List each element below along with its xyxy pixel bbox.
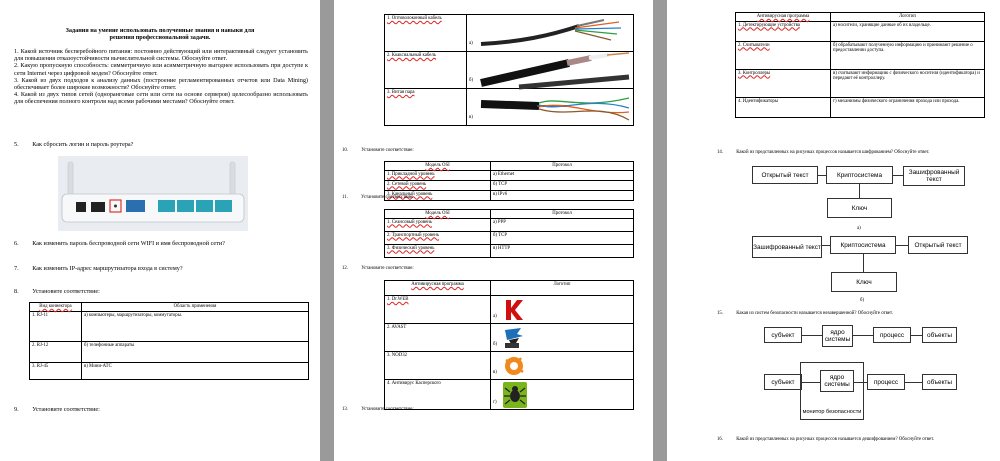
table-header-row <box>736 13 985 22</box>
question-number: 15. <box>717 311 723 316</box>
table-cell: 3. Контроллеры <box>736 69 831 97</box>
table-row <box>385 231 634 244</box>
osi-table-2 <box>384 209 634 258</box>
table-row <box>736 21 985 41</box>
table-row <box>385 244 634 257</box>
page-title <box>10 27 310 41</box>
question-number: 12. <box>342 266 348 271</box>
table-header-row <box>385 210 634 219</box>
question-3: 3. Какой из двух подходов к анализу данных (построение регламентированных отчетов или Data Mining) обеспечивает более широкие возможности? Обоснуйте ответ. <box>14 76 308 92</box>
option-label: в) <box>469 115 473 121</box>
question-text: Как изменить IP-адрес маршрутизатора входа в систему? <box>32 265 183 272</box>
table-cell: б) телефонные аппараты <box>82 341 309 362</box>
table-cell: 1. Оптоволоконный кабель <box>385 15 467 52</box>
table-header: Протокол <box>491 210 634 219</box>
question-number: 13. <box>342 407 348 412</box>
question-text: Как изменить пароль беспроводной сети WIFI и имя беспроводной сети? <box>32 240 225 247</box>
question-8 <box>14 288 100 295</box>
cable-table <box>384 14 634 126</box>
kernel-box: ядро системы <box>820 370 854 392</box>
fiber-cable-image <box>479 16 629 50</box>
table-cell: а) PPP <box>491 218 634 231</box>
arrow-line <box>853 335 873 336</box>
option-label: в) <box>493 370 497 376</box>
subject-box: субъект <box>764 374 802 390</box>
table-cell: 3. Канальный уровень <box>385 190 491 200</box>
antivirus-table <box>384 280 634 410</box>
table-header-row <box>30 303 309 312</box>
table-cell <box>467 15 634 52</box>
router-image <box>58 156 248 231</box>
title-line-2: решения профессиональной задачи. <box>109 34 211 42</box>
question-14 <box>717 150 929 156</box>
option-label: а) <box>493 314 497 320</box>
table-row <box>385 324 634 352</box>
option-label: б) <box>469 78 474 84</box>
connector-line <box>863 254 864 272</box>
question-text: Установите соответствие: <box>32 406 100 413</box>
connector-line <box>896 245 908 246</box>
question-number: 7. <box>14 265 19 272</box>
kernel-box: ядро системы <box>822 325 853 347</box>
question-number: 6. <box>14 240 19 247</box>
kaspersky-k-logo-icon <box>503 298 525 322</box>
table-row <box>385 296 634 324</box>
table-header: Область применения <box>82 303 309 312</box>
table-row <box>736 41 985 69</box>
avast-logo-icon <box>503 354 525 378</box>
cryptosystem-box: Криптосистема <box>826 166 893 184</box>
table-cell: в) считывают информацию с физического носителя (идентификатора) и передают её контроллеру. <box>831 69 985 97</box>
question-number: 8. <box>14 288 19 295</box>
question-13 <box>342 407 414 413</box>
plaintext-box: Открытый текст <box>752 166 818 184</box>
connector-line <box>893 175 903 176</box>
ciphertext-box: Зашифрованный текст <box>752 236 822 258</box>
table-cell: 2. Считыватели <box>736 41 831 69</box>
question-number: 11. <box>342 195 348 200</box>
router-illustration <box>58 156 248 231</box>
table-cell: 2. AVAST <box>385 324 491 352</box>
document-page-3 <box>667 0 1000 461</box>
table-cell <box>467 52 634 89</box>
table-row <box>30 341 309 362</box>
table-header: Антивирусная программа <box>385 281 491 296</box>
coaxial-cable-image <box>479 53 634 87</box>
table-cell <box>491 380 634 410</box>
question-11 <box>342 195 414 201</box>
table-cell: 3. RJ-45 <box>30 362 82 379</box>
table-cell: 1. Детектирующие устройства <box>736 21 831 41</box>
table-row <box>385 352 634 380</box>
table-cell: г) механизмы физического ограничения прохода или прохода. <box>831 97 985 117</box>
table-row <box>385 190 634 200</box>
table-header: Модель OSI <box>385 162 491 171</box>
access-control-table <box>735 12 985 118</box>
table-cell: 1. Прикладной уровень <box>385 170 491 180</box>
table-cell: а) компьютеры, маршрутизаторы, коммутаторы. <box>82 311 309 341</box>
diagram-label: а) <box>857 226 861 231</box>
drweb-spider-logo-icon <box>503 382 527 408</box>
arrow-line <box>905 382 922 383</box>
table-cell: 3. NOD32 <box>385 352 491 380</box>
table-row <box>30 362 309 379</box>
question-number: 5. <box>14 141 19 148</box>
question-12 <box>342 266 414 272</box>
table-cell: 2. Сетевой уровень <box>385 180 491 190</box>
osi-table-1 <box>384 161 634 201</box>
table-row <box>385 15 634 52</box>
process-box: процесс <box>873 327 911 343</box>
table-header: Вид коннектора <box>30 303 82 312</box>
question-15 <box>717 311 893 317</box>
title-line-1: Задания на умение использовать полученные знания и навыки для <box>65 27 255 34</box>
table-cell: 4. Антивирус Касперского <box>385 380 491 410</box>
connector-line <box>818 175 826 176</box>
ciphertext-box: Зашифрованный текст <box>903 166 965 186</box>
document-page-2 <box>334 0 653 461</box>
table-cell: 1. Сеансовый уровень <box>385 218 491 231</box>
arrow-line <box>802 335 822 336</box>
option-label: б) <box>493 342 498 348</box>
question-text: Установите соответствие: <box>361 266 414 271</box>
table-cell: 2. RJ-12 <box>30 341 82 362</box>
diagram-label: б) <box>860 298 865 303</box>
question-4: 4. Какой из двух типов сетей (одноранговые сети или сети на основе серверов) целесообразно использовать для обеспечения полного контроля над всеми рабочими местами? Обоснуйте ответ. <box>14 91 308 106</box>
connector-line <box>859 184 860 198</box>
table-row <box>385 218 634 231</box>
question-text: Установите соответствие: <box>361 195 414 200</box>
table-cell: б) обрабатывают полученную информацию и принимают решение о предоставлении доступа. <box>831 41 985 69</box>
table-row <box>385 380 634 410</box>
question-7 <box>14 265 183 272</box>
table-cell: 1. Dr.WEB <box>385 296 491 324</box>
objects-box: объекты <box>922 374 957 390</box>
table-cell: в) HTTP <box>491 244 634 257</box>
table-header: Протокол <box>491 162 634 171</box>
process-box: процесс <box>867 374 905 390</box>
table-row <box>385 180 634 190</box>
question-9 <box>14 406 100 413</box>
question-2: 2. Какую пропускную способность: симметричную или асимметричную выгоднее использовать при доступе к сети Internet через цифровой модем? Обоснуйте ответ. <box>14 62 308 77</box>
question-text: Установите соответствие: <box>32 288 100 295</box>
eset-logo-icon <box>503 326 525 350</box>
table-row <box>385 170 634 180</box>
table-row <box>385 89 634 126</box>
arrow-line <box>911 335 922 336</box>
key-box: Ключ <box>831 272 897 292</box>
question-text: Установите соответствие: <box>361 148 414 153</box>
table-cell <box>491 352 634 380</box>
table-header: Антивирусная программа <box>736 13 831 22</box>
table-cell: 3. Физический уровень <box>385 244 491 257</box>
option-label: а) <box>469 41 473 47</box>
table-cell: а) носители, хранящие данные об их владельце. <box>831 21 985 41</box>
question-text: Какой из представленных на рисунках процессов называется шифрованием? Обоснуйте ответ. <box>736 150 930 155</box>
table-header-row <box>385 281 634 296</box>
document-page-1 <box>0 0 320 461</box>
table-row <box>736 97 985 117</box>
table-cell <box>467 89 634 126</box>
question-number: 9. <box>14 406 19 413</box>
objects-box: объекты <box>922 327 957 343</box>
table-row <box>736 69 985 97</box>
table-header-row <box>385 162 634 171</box>
table-cell: б) TCP <box>491 231 634 244</box>
table-cell <box>491 296 634 324</box>
connector-table <box>29 302 309 380</box>
questions-block <box>14 48 308 106</box>
question-text: Установите соответствие: <box>361 407 414 412</box>
question-text: Какая из систем безопасности называется незавершенной? Обоснуйте ответ. <box>736 311 893 316</box>
table-cell: 2. Коаксиальный кабель <box>385 52 467 89</box>
connector-line <box>822 245 830 246</box>
table-cell: в) Мини-АТС <box>82 362 309 379</box>
cryptosystem-box: Криптосистема <box>830 236 896 254</box>
table-header: Модель OSI <box>385 210 491 219</box>
question-10 <box>342 148 414 154</box>
twisted-pair-image <box>479 90 634 124</box>
table-cell: 3. Витая пара <box>385 89 467 126</box>
question-number: 14. <box>717 150 723 155</box>
table-cell: в) IPv6 <box>491 190 634 200</box>
security-monitor-box: монитор безопасности <box>800 362 864 420</box>
question-number: 10. <box>342 148 348 153</box>
question-text: Какой из представленных на рисунках процессов называется дешифрованием? Обоснуйте ответ. <box>736 437 935 442</box>
table-cell <box>491 324 634 352</box>
table-row <box>385 52 634 89</box>
table-cell: 2. Транспортный уровень <box>385 231 491 244</box>
plaintext-box: Открытый текст <box>908 236 968 254</box>
table-cell: а) Ethernet <box>491 170 634 180</box>
table-header: Логотип <box>831 13 985 22</box>
table-header: Логотип <box>491 281 634 296</box>
key-box: Ключ <box>827 198 892 218</box>
question-text: Как сбросить логин и пароль роутера? <box>32 141 134 148</box>
table-cell: 4. Идентификаторы <box>736 97 831 117</box>
table-cell: 1. RJ-11 <box>30 311 82 341</box>
table-row <box>30 311 309 341</box>
table-cell: б) TCP <box>491 180 634 190</box>
question-16 <box>717 437 934 443</box>
option-label: г) <box>493 400 497 406</box>
question-5 <box>14 141 133 148</box>
question-1: 1. Какой источник бесперебойного питания: постоянно действующий или интерактивный следует установить для повышения отказоустойчивости вычислительной системы. Обоснуйте ответ. <box>14 48 308 63</box>
subject-box: субъект <box>764 327 802 343</box>
question-6 <box>14 240 225 247</box>
question-number: 16. <box>717 437 723 442</box>
